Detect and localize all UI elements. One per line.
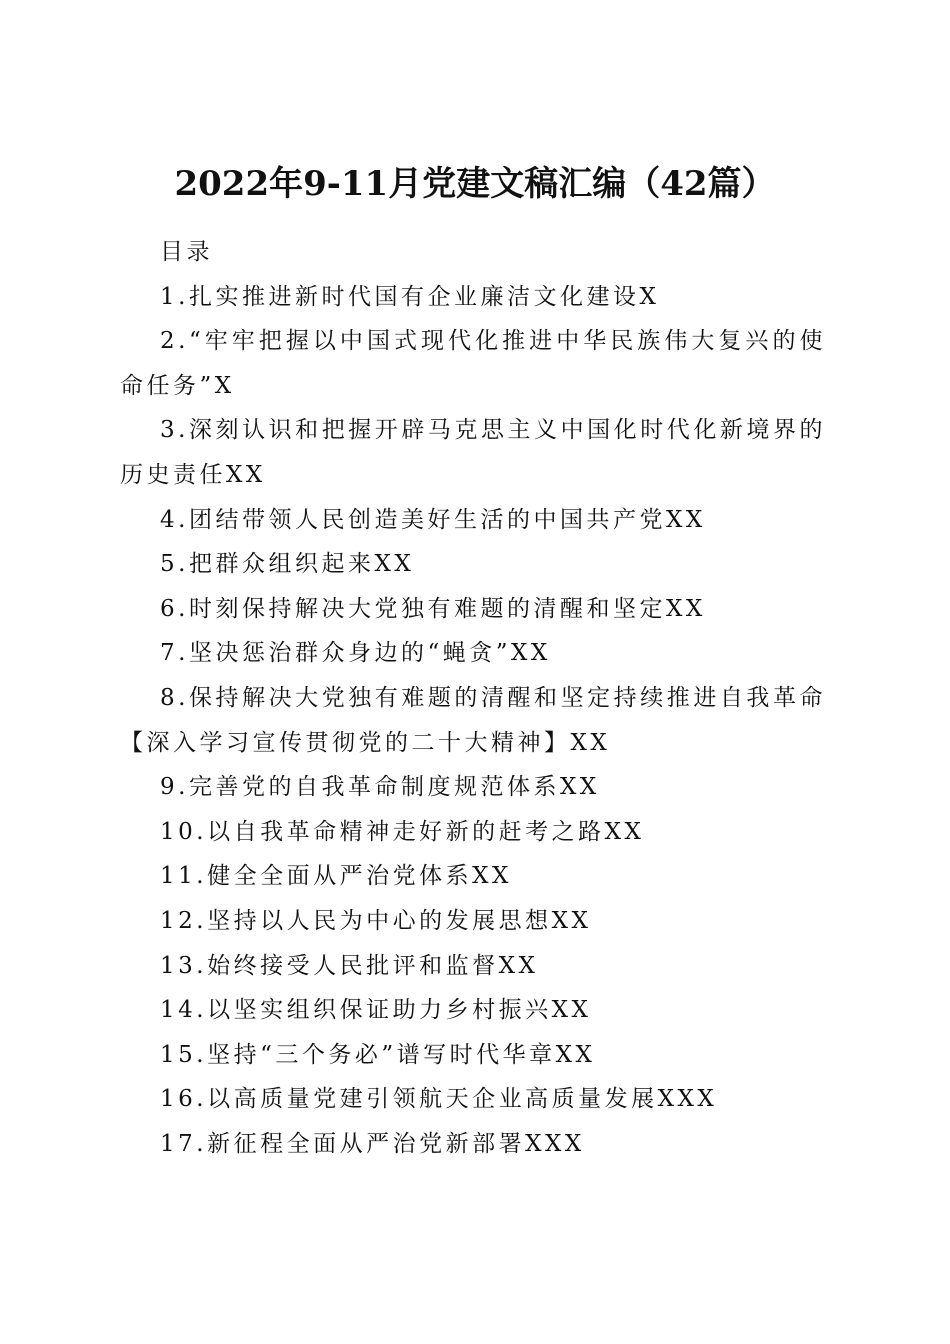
table-of-contents (120, 230, 826, 1166)
toc-item: 11.健全全面从严治党体系XX (160, 863, 512, 890)
toc-item: 3.深刻认识和把握开辟马克思主义中国化时代化新境界的历史责任XX (120, 417, 826, 488)
document-title: 2022年9-11月党建文稿汇编（42篇） (174, 163, 776, 204)
toc-item: 4.团结带领人民创造美好生活的中国共产党XX (160, 506, 706, 533)
toc-item: 6.时刻保持解决大党独有难题的清醒和坚定XX (160, 595, 706, 622)
toc-heading: 目录 (160, 239, 213, 265)
toc-item: 16.以高质量党建引领航天企业高质量发展XXX (160, 1086, 718, 1113)
toc-item: 12.坚持以人民为中心的发展思想XX (160, 907, 592, 934)
toc-item: 17.新征程全面从严治党新部署XXX (160, 1130, 585, 1157)
toc-item: 9.完善党的自我革命制度规范体系XX (160, 774, 600, 801)
toc-item: 14.以坚实组织保证助力乡村振兴XX (160, 997, 592, 1024)
toc-item: 7.坚决惩治群众身边的“蝇贪”XX (160, 640, 551, 667)
toc-item: 5.把群众组织起来XX (160, 551, 415, 578)
toc-item: 2.“牢牢把握以中国式现代化推进中华民族伟大复兴的使命任务”X (120, 328, 826, 399)
toc-item: 15.坚持“三个务必”谱写时代华章XX (160, 1041, 596, 1068)
toc-item: 10.以自我革命精神走好新的赶考之路XX (160, 818, 645, 845)
toc-item: 1.扎实推进新时代国有企业廉洁文化建设X (160, 283, 660, 310)
toc-item: 13.始终接受人民批评和监督XX (160, 952, 539, 979)
toc-list (120, 275, 826, 1167)
toc-item: 8.保持解决大党独有难题的清醒和坚定持续推进自我革命【深入学习宣传贯彻党的二十大精神】XX (120, 684, 826, 756)
